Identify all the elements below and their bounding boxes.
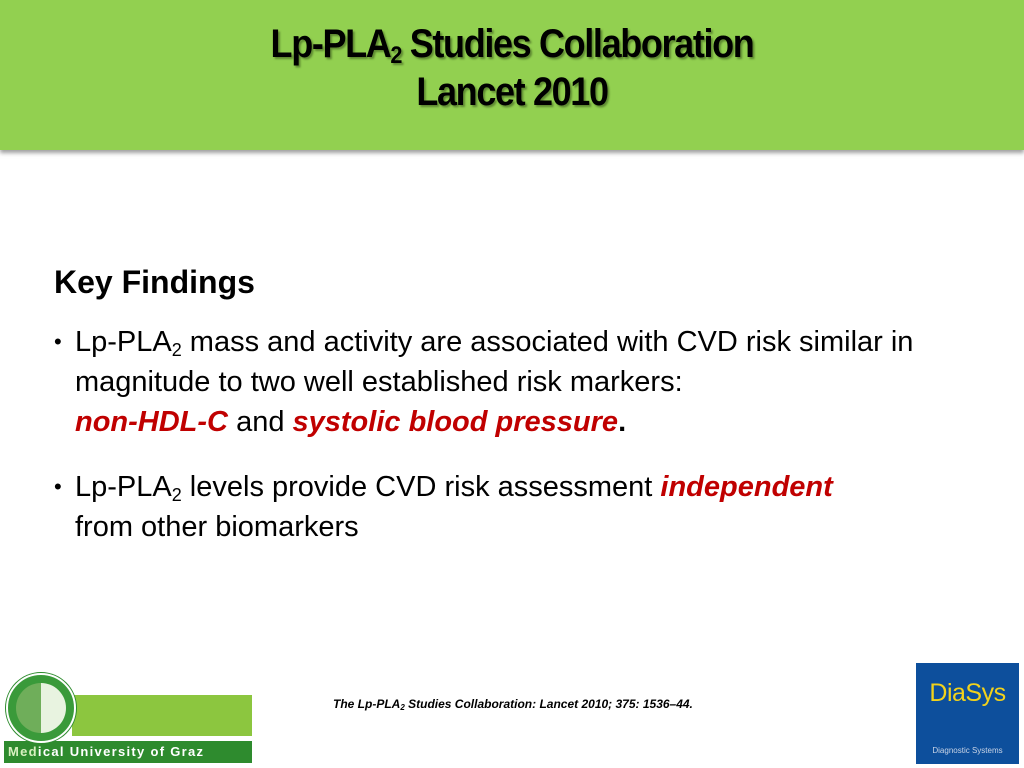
emphasis-sbp: systolic blood pressure <box>292 406 619 438</box>
title-text: Lp-PLA <box>270 22 391 66</box>
logo-text: Med <box>8 744 38 759</box>
citation-text: The Lp-PLA <box>333 697 401 711</box>
logo-text: ical University of Graz <box>37 744 205 759</box>
bullet-text: and <box>228 406 293 438</box>
citation-subscript: 2 <box>400 703 405 712</box>
emphasis-independent: independent <box>660 471 833 503</box>
bullet-subscript: 2 <box>171 340 182 360</box>
bullet-text: Lp-PLA <box>75 326 172 358</box>
logo-bar <box>72 695 252 736</box>
medical-university-graz-logo <box>0 665 252 765</box>
title-line2: Lancet 2010 <box>416 70 608 114</box>
diasys-logo <box>916 663 1019 764</box>
bullet-item <box>54 322 984 442</box>
bullet-text: from other biomarkers <box>75 511 359 543</box>
title-text-cont: Studies Collaboration <box>401 22 754 66</box>
citation-text: Studies Collaboration: Lancet 2010; 375: 1536–44. <box>404 697 693 711</box>
seal-portrait <box>16 683 66 733</box>
title-subscript: 2 <box>390 42 402 69</box>
bullet-item <box>54 467 984 547</box>
bullet-text: levels provide CVD risk assessment <box>181 471 661 503</box>
bullet-text: Lp-PLA <box>75 471 172 503</box>
diasys-name: DiaSys <box>929 679 1006 707</box>
university-seal-icon <box>6 673 76 743</box>
bullet-period: . <box>618 406 627 438</box>
bullet-icon: • <box>54 329 62 354</box>
emphasis-non-hdl: non-HDL-C <box>75 406 229 438</box>
title-banner <box>0 0 1024 150</box>
slide-body <box>54 262 984 572</box>
slide-title <box>51 20 973 116</box>
logo-label <box>4 741 252 763</box>
bullet-subscript: 2 <box>171 485 182 505</box>
citation <box>333 697 693 712</box>
section-heading: Key Findings <box>54 264 255 300</box>
bullet-text: mass and activity are associated with CVD risk similar in magnitude to two well established risk markers: <box>75 326 914 398</box>
bullet-icon: • <box>54 474 62 499</box>
diasys-subtitle: Diagnostic Systems <box>932 746 1003 755</box>
